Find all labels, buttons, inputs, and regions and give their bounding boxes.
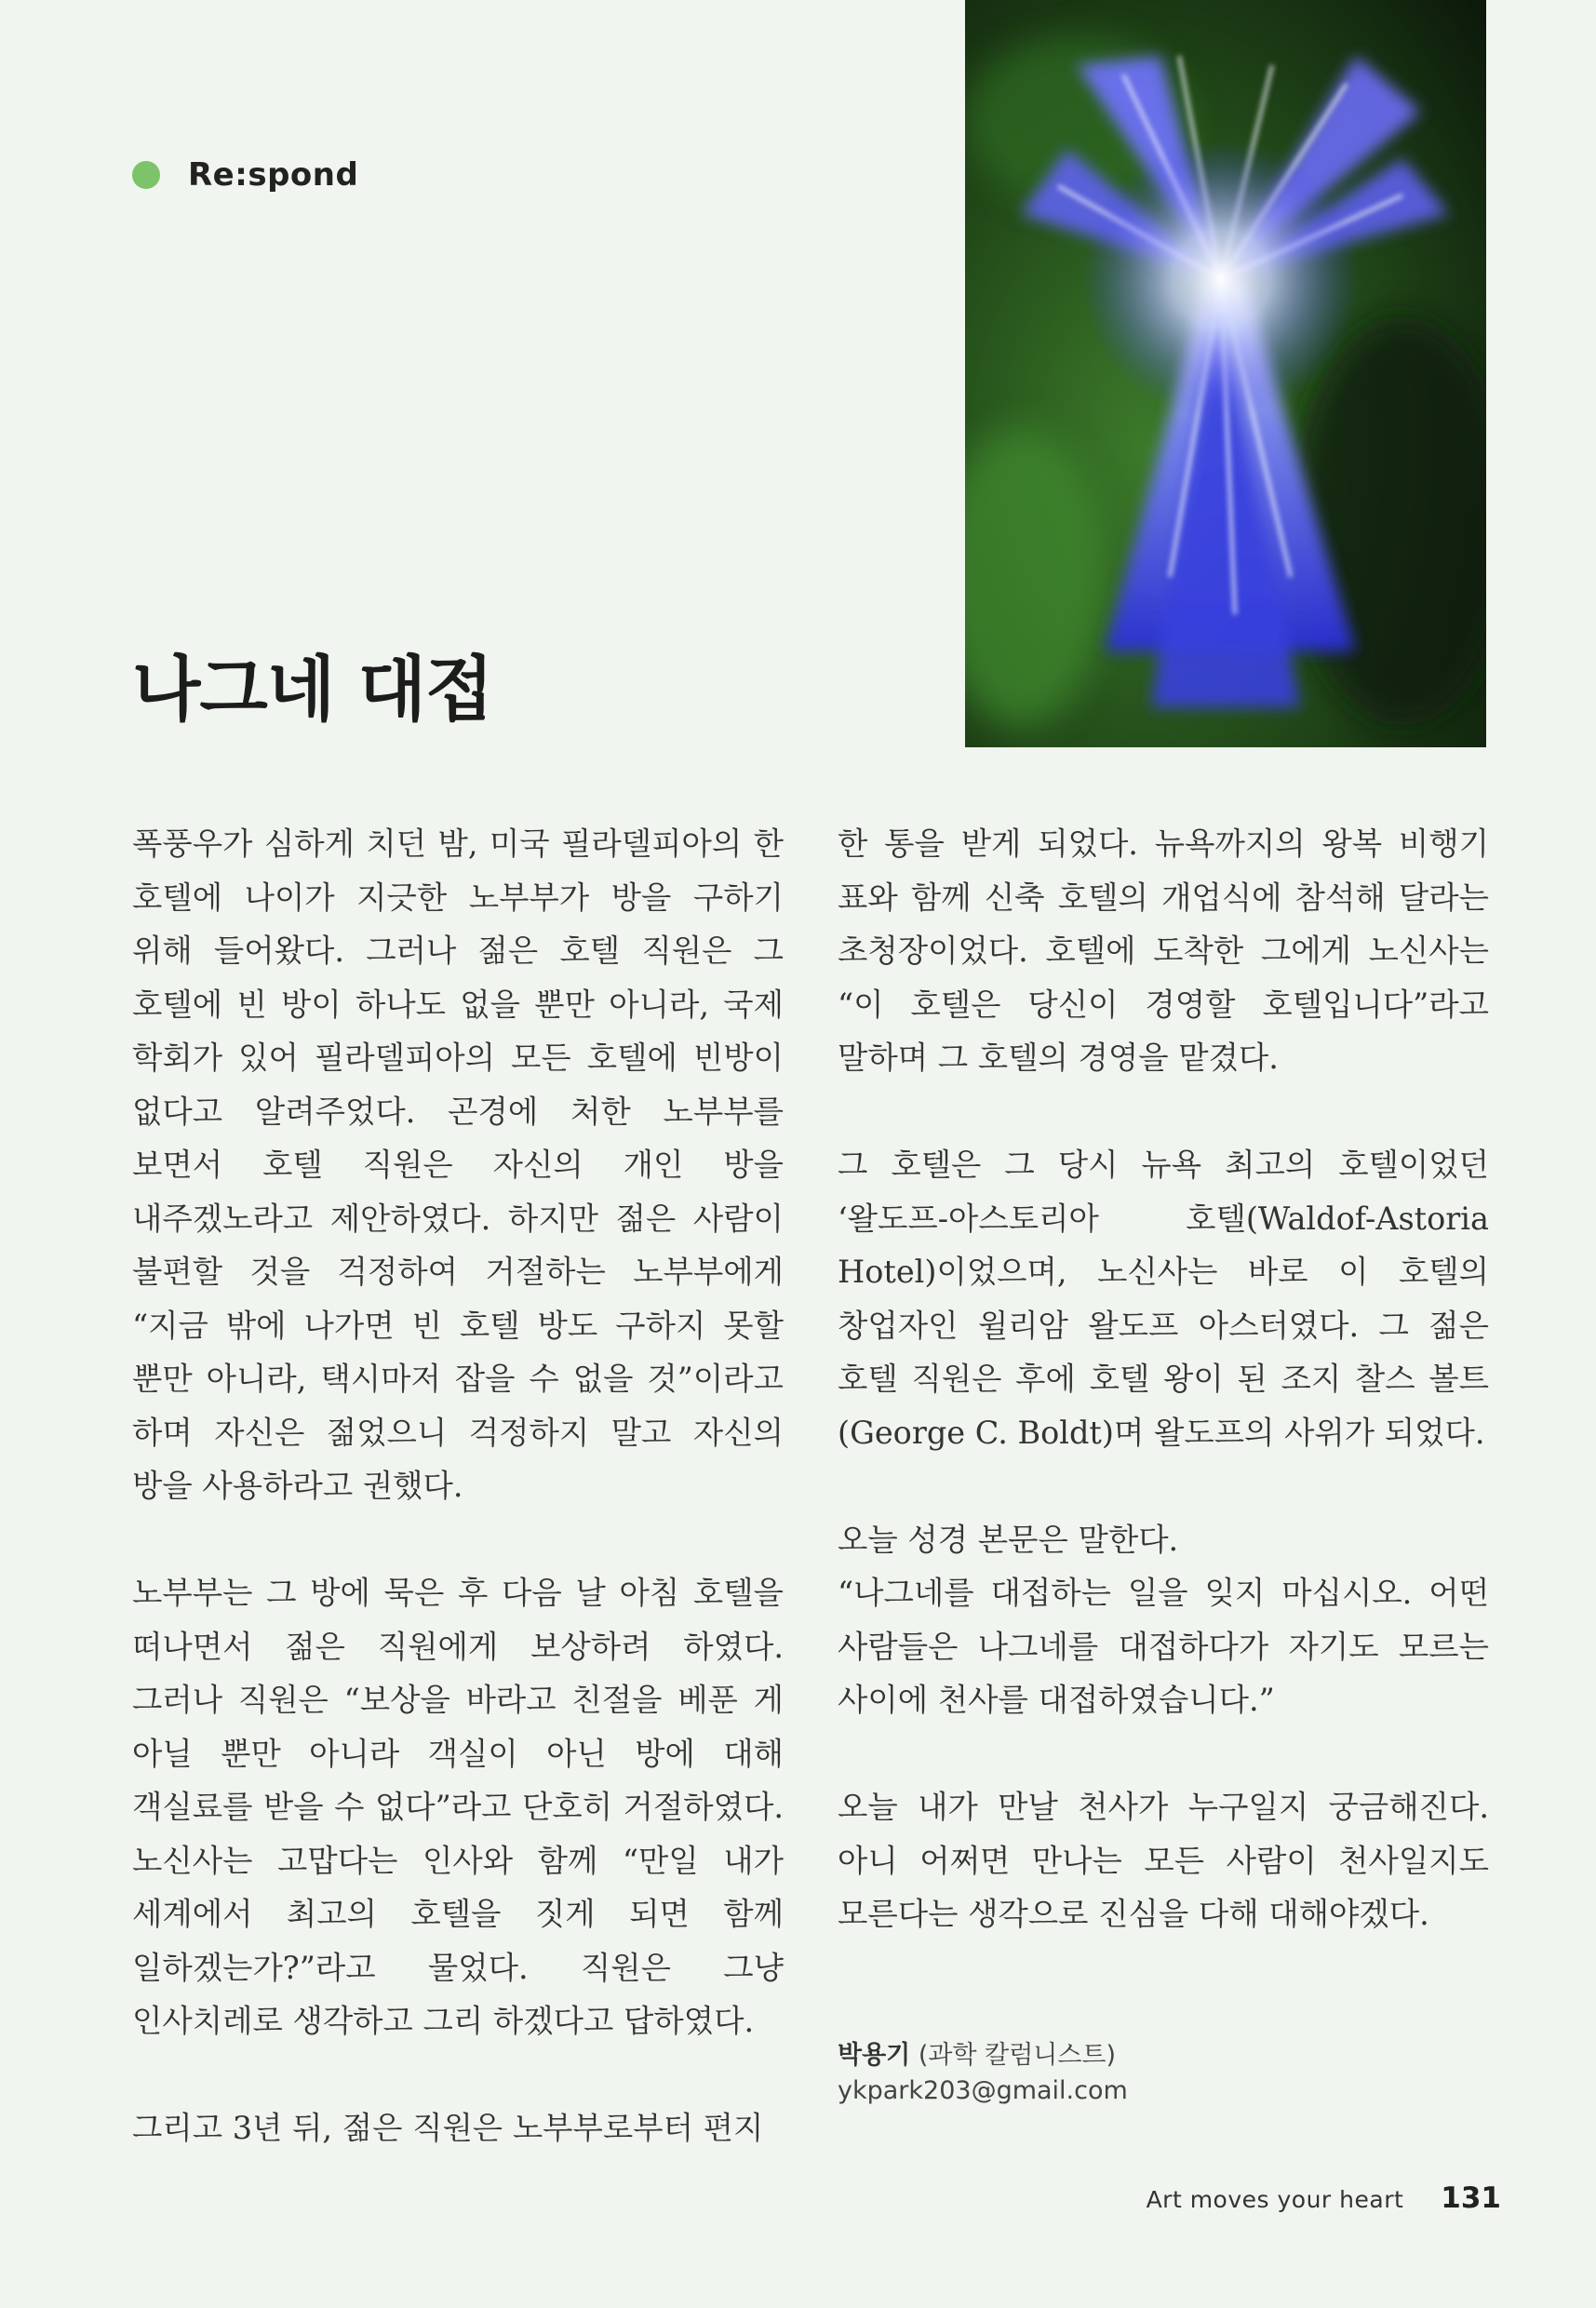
paragraph: 오늘 내가 만날 천사가 누구일지 궁금해진다. 아니 어쩌면 만나는 모든 사람이 천사일지도 모른다는 생각으로 진심을 다해 대해야겠다. — [838, 1789, 1489, 1932]
paragraph: 그 호텔은 그 당시 뉴욕 최고의 호텔이었던 ‘왈도프-아스토리아 호텔(Waldof-Astoria Hotel)이었으며, 노신사는 바로 이 호텔의 창업자인 윌리암 왈도프 아스터였다. 그 젊은 호텔 직원은 후에 호텔 왕이 된 조지 찰스 볼트(George C. Boldt)며 왈도프의 사위가 되었다. — [838, 1147, 1489, 1451]
page-footer — [1147, 2181, 1501, 2215]
article-title: 나그네 대접 — [132, 648, 493, 731]
footer-tagline: Art moves your heart — [1146, 2186, 1404, 2213]
author-email: ykpark203@gmail.com — [838, 2076, 1128, 2105]
left-column — [132, 817, 784, 2155]
page-number: 131 — [1441, 2181, 1501, 2215]
paragraph: 그리고 3년 뒤, 젊은 직원은 노부부로부터 편지 — [132, 2110, 764, 2146]
section-label — [132, 156, 358, 194]
section-title: Re:spond — [188, 156, 359, 194]
author-role: (과학 칼럼니스트) — [918, 2041, 1117, 2070]
author-name: 박용기 — [838, 2041, 911, 2070]
paragraph: 한 통을 받게 되었다. 뉴욕까지의 왕복 비행기 표와 함께 신축 호텔의 개업식에 참석해 달라는 초청장이었다. 호텔에 도착한 그에게 노신사는 “이 호텔은 당신이 경영할 호텔입니다”라고 말하며 그 호텔의 경영을 맡겼다. — [838, 825, 1489, 1076]
author-line — [838, 2038, 1128, 2073]
paragraph: 노부부는 그 방에 묵은 후 다음 날 아침 호텔을 떠나면서 젊은 직원에게 보상하려 하였다. 그러나 직원은 “보상을 바라고 친절을 베푼 게 아닐 뿐만 아니라 객실이 아닌 방에 대해 객실료를 받을 수 없다”라고 단호히 거절하였다. 노신사는 고맙다는 인사와 함께 “만일 내가 세계에서 최고의 호텔을 짓게 되면 함께 일하겠는가?”라고 물었다. 직원은 그냥 인사치레로 생각하고 그리 하겠다고 답하였다. — [132, 1575, 784, 2039]
iris-photo — [965, 0, 1486, 747]
section-dot-icon — [132, 161, 160, 189]
paragraph-scripture: 오늘 성경 본문은 말한다. “나그네를 대접하는 일을 잊지 마십시오. 어떤 사람들은 나그네를 대접하다가 자기도 모르는 사이에 천사를 대접하였습니다.” — [838, 1521, 1489, 1718]
right-column — [838, 817, 1489, 1941]
author-block — [838, 2038, 1128, 2109]
paragraph: 폭풍우가 심하게 치던 밤, 미국 필라델피아의 한 호텔에 나이가 지긋한 노부부가 방을 구하기 위해 들어왔다. 그러나 젊은 호텔 직원은 그 호텔에 빈 방이 하나도 없을 뿐만 아니라, 국제 학회가 있어 필라델피아의 모든 호텔에 빈방이 없다고 알려주었다. 곤경에 처한 노부부를 보면서 호텔 직원은 자신의 개인 방을 내주겠노라고 제안하였다. 하지만 젊은 사람이 불편할 것을 걱정하여 거절하는 노부부에게 “지금 밖에 나가면 빈 호텔 방도 구하지 못할 뿐만 아니라, 택시마저 잡을 수 없을 것”이라고 하며 자신은 젊었으니 걱정하지 말고 자신의 방을 사용하라고 권했다. — [132, 825, 784, 1504]
